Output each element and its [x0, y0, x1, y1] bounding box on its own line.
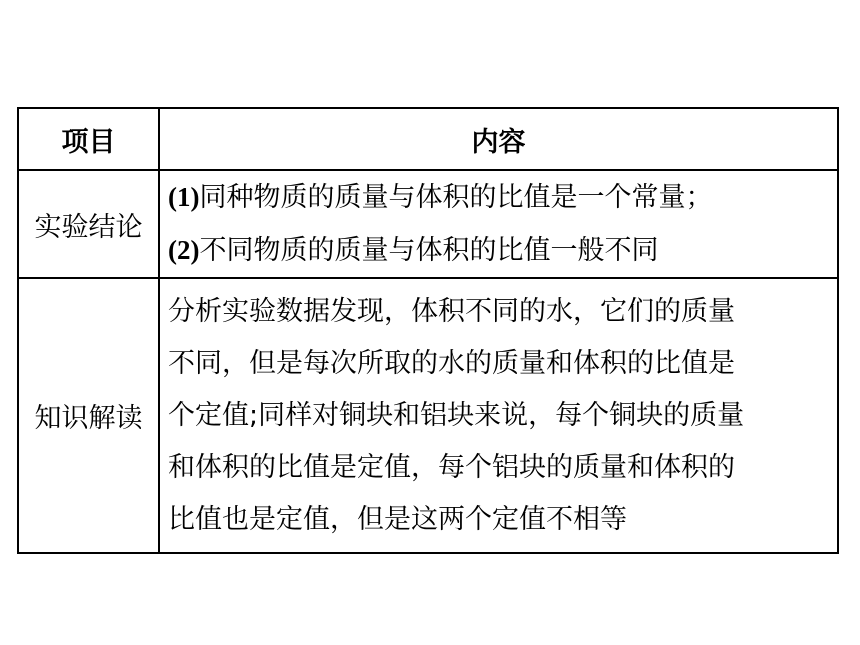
- knowledge-line-2: 不同，但是每次所取的水的质量和体积的比值是: [168, 347, 735, 379]
- conclusion-text-1: 同种物质的质量与体积的比值是一个常量；: [199, 182, 713, 213]
- content-table: [17, 107, 839, 554]
- header-cell-item: 项目: [18, 108, 159, 170]
- row-content-knowledge: [159, 278, 838, 553]
- row-label-knowledge: 知识解读: [18, 278, 159, 553]
- conclusion-line-1: [168, 171, 835, 224]
- header-cell-content: 内容: [159, 108, 838, 170]
- conclusion-text-2: 不同物质的质量与体积的比值一般不同: [199, 235, 659, 266]
- row-label-conclusion: 实验结论: [18, 170, 159, 278]
- table-row-knowledge: [18, 278, 838, 553]
- knowledge-line-1: 分析实验数据发现，体积不同的水，它们的质量: [168, 295, 735, 327]
- table-header-row: [18, 108, 838, 170]
- conclusion-line-2: [168, 224, 835, 277]
- conclusion-number-2: (2): [168, 235, 200, 265]
- conclusion-number-1: (1): [168, 182, 200, 212]
- knowledge-line-5: 比值也是定值，但是这两个定值不相等: [168, 503, 627, 535]
- knowledge-line-3: 个定值;同样对铜块和铝块来说，每个铜块的质量: [168, 399, 745, 431]
- table-row-conclusion: [18, 170, 838, 278]
- row-content-conclusion: [159, 170, 838, 278]
- knowledge-line-4: 和体积的比值是定值，每个铝块的质量和体积的: [168, 451, 735, 483]
